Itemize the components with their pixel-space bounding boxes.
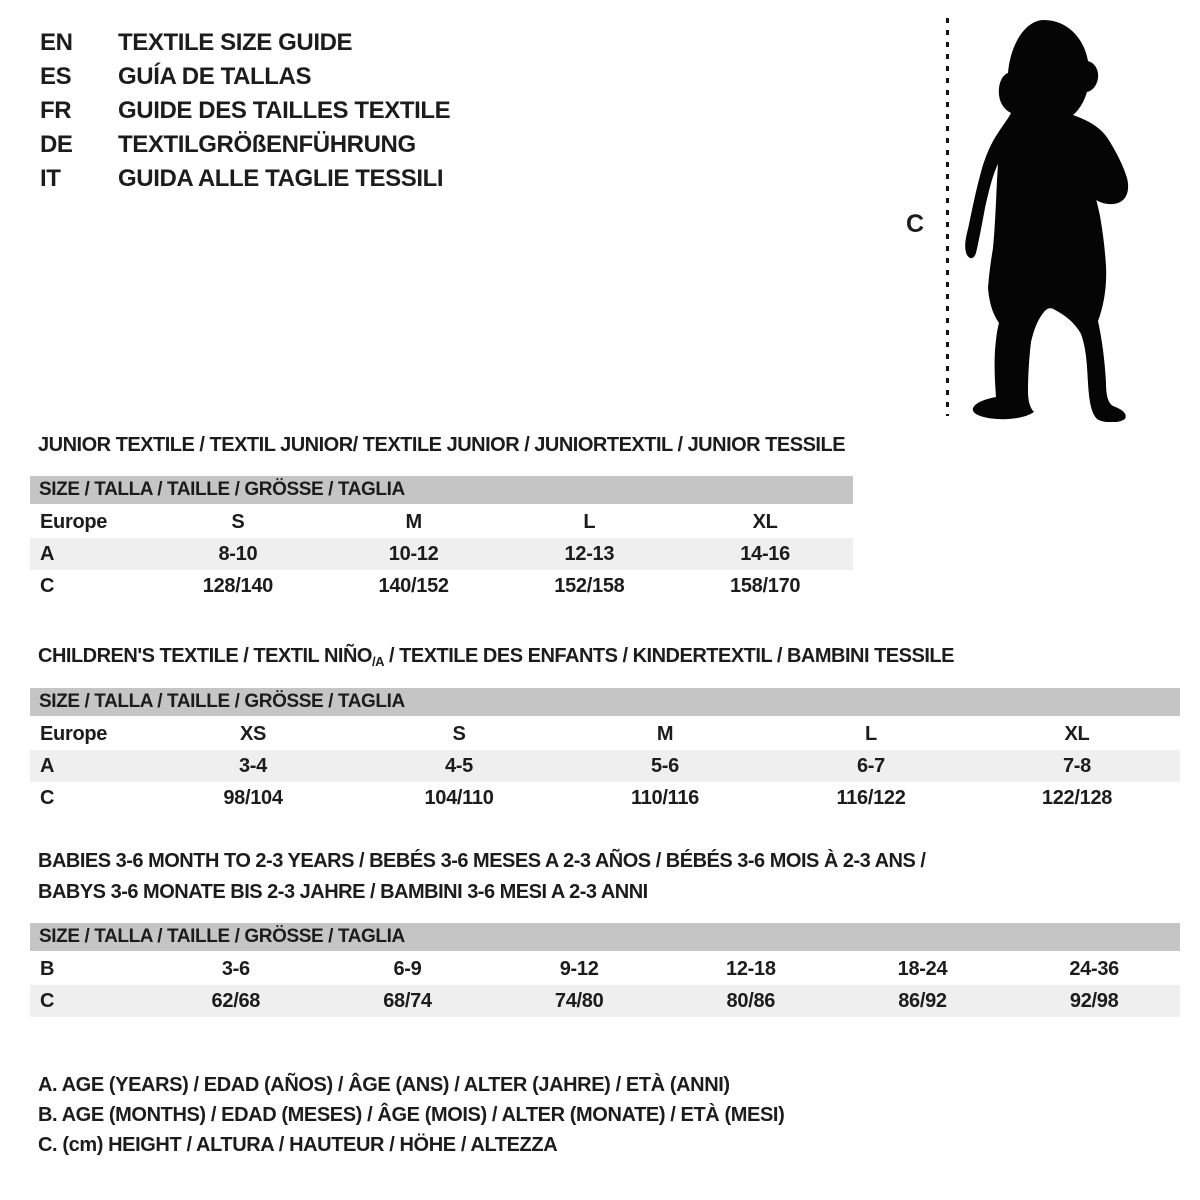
height-cell: 80/86 [726, 989, 776, 1012]
height-cell: 62/68 [211, 989, 261, 1012]
age-cell: 12-13 [564, 542, 615, 565]
babies-section-title-line1: BABIES 3-6 MONTH TO 2-3 YEARS / BEBÉS 3-6 MESES A 2-3 AÑOS / BÉBÉS 3-6 MOIS À 2-3 ANS / [38, 850, 926, 872]
size-header-bar: SIZE / TALLA / TAILLE / GRÖSSE / TAGLIA [30, 476, 853, 504]
size-cell: XL [752, 510, 778, 533]
age-cell: 24-36 [1069, 957, 1119, 980]
children-section-title [38, 645, 954, 669]
junior-section-title: JUNIOR TEXTILE / TEXTIL JUNIOR/ TEXTILE JUNIOR / JUNIORTEXTIL / JUNIOR TESSILE [38, 434, 846, 456]
language-label: TEXTILE SIZE GUIDE [118, 29, 353, 56]
height-row [30, 570, 853, 602]
height-cell: 74/80 [554, 989, 604, 1012]
age-cell: 4-5 [444, 754, 473, 777]
size-cell: L [865, 722, 877, 745]
age-cell: 3-6 [221, 957, 250, 980]
row-label: B [40, 957, 55, 980]
row-label: Europe [40, 722, 108, 745]
size-cell: M [656, 722, 674, 745]
language-label: GUIDE DES TAILLES TEXTILE [118, 97, 451, 124]
legend-line-b: B. AGE (MONTHS) / EDAD (MESES) / ÂGE (MOIS) / ALTER (MONATE) / ETÀ (MESI) [38, 1104, 785, 1126]
height-measure-label: C [906, 210, 925, 238]
language-row-fr [40, 94, 450, 128]
height-cell: 158/170 [730, 574, 801, 597]
language-label: GUÍA DE TALLAS [118, 63, 312, 90]
babies-section-title-line2: BABYS 3-6 MONATE BIS 2-3 JAHRE / BAMBINI 3-6 MESI A 2-3 ANNI [38, 881, 648, 903]
language-code: FR [40, 97, 72, 124]
europe-sizes-row [30, 506, 853, 538]
row-label: C [40, 786, 55, 809]
language-row-it [40, 162, 450, 196]
size-cell: S [452, 722, 466, 745]
size-cell: S [231, 510, 245, 533]
size-cell: XL [1064, 722, 1090, 745]
size-cell: XS [239, 722, 267, 745]
height-measure-line [946, 18, 949, 416]
language-code: EN [40, 29, 73, 56]
row-label: A [40, 754, 55, 777]
age-cell: 18-24 [897, 957, 948, 980]
size-cell: M [405, 510, 422, 533]
language-code: IT [40, 165, 61, 192]
age-cell: 6-9 [393, 957, 422, 980]
height-cell: 86/92 [898, 989, 947, 1012]
language-label: TEXTILGRÖßENFÜHRUNG [118, 131, 416, 158]
babies-size-table [30, 923, 1180, 1017]
junior-size-table [30, 476, 853, 602]
language-row-de [40, 128, 450, 162]
height-cell: 110/116 [631, 786, 699, 809]
size-cell: L [583, 510, 596, 533]
size-header-bar: SIZE / TALLA / TAILLE / GRÖSSE / TAGLIA [30, 688, 1180, 716]
height-cell: 128/140 [202, 574, 273, 597]
legend-line-c: C. (cm) HEIGHT / ALTURA / HAUTEUR / HÖHE / ALTEZZA [38, 1134, 558, 1156]
toddler-silhouette-icon [952, 12, 1152, 422]
height-row [30, 782, 1180, 814]
language-guide [40, 26, 450, 196]
age-months-row [30, 953, 1180, 985]
age-cell: 12-18 [726, 957, 776, 980]
row-label: C [40, 989, 55, 1012]
legend-line-a: A. AGE (YEARS) / EDAD (AÑOS) / ÂGE (ANS) / ALTER (JAHRE) / ETÀ (ANNI) [38, 1074, 730, 1096]
language-row-en [40, 26, 450, 60]
age-cell: 10-12 [388, 542, 439, 565]
children-title-pre: CHILDREN'S TEXTILE / TEXTIL NIÑO [38, 645, 372, 667]
language-label: GUIDA ALLE TAGLIE TESSILI [118, 165, 444, 192]
row-label: A [40, 542, 55, 565]
age-cell: 3-4 [238, 754, 267, 777]
size-header-bar: SIZE / TALLA / TAILLE / GRÖSSE / TAGLIA [30, 923, 1180, 951]
children-size-table [30, 688, 1180, 814]
language-code: DE [40, 131, 73, 158]
language-row-es [40, 60, 450, 94]
height-row [30, 985, 1180, 1017]
children-title-sub: /A [371, 654, 384, 669]
height-cell: 140/152 [378, 574, 449, 597]
height-cell: 116/122 [836, 786, 906, 809]
height-cell: 68/74 [383, 989, 432, 1012]
age-cell: 5-6 [650, 754, 679, 777]
row-label: C [40, 574, 55, 597]
age-cell: 7-8 [1062, 754, 1091, 777]
age-years-row [30, 538, 853, 570]
row-label: Europe [40, 510, 108, 533]
children-title-post: / TEXTILE DES ENFANTS / KINDERTEXTIL / BAMBINI TESSILE [383, 645, 954, 667]
europe-sizes-row [30, 718, 1180, 750]
height-cell: 104/110 [424, 786, 494, 809]
age-cell: 6-7 [856, 754, 885, 777]
age-cell: 14-16 [740, 542, 790, 565]
measurement-legend [38, 1070, 784, 1160]
age-years-row [30, 750, 1180, 782]
height-cell: 92/98 [1069, 989, 1119, 1012]
language-code: ES [40, 63, 72, 90]
height-cell: 152/158 [554, 574, 625, 597]
age-cell: 9-12 [559, 957, 599, 980]
height-cell: 122/128 [1041, 786, 1113, 809]
height-cell: 98/104 [223, 786, 283, 809]
age-cell: 8-10 [218, 542, 258, 565]
